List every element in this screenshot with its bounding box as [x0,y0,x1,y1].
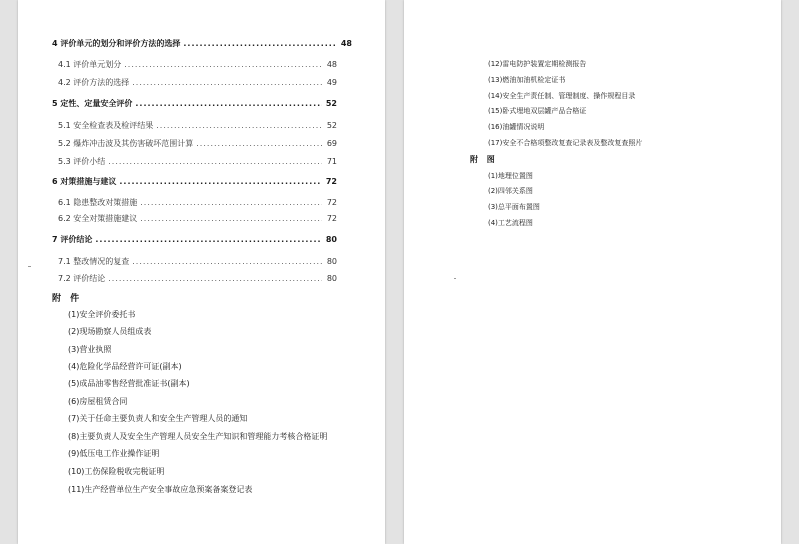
attachment-item: (17)安全不合格项整改复查记录表及整改复查照片 [488,139,643,147]
toc-entry-page: 48 [340,39,352,48]
toc-leader-dots [196,139,322,148]
toc-leader-dots [132,78,322,87]
toc-entry[interactable] [58,156,337,167]
document-page-right [404,0,781,544]
toc-entry-title: 6 对策措施与建议 [52,177,117,186]
toc-entry-title: 4 评价单元的划分和评价方法的选择 [52,39,181,48]
attachment-item: (11)生产经营单位生产安全事故应急预案备案登记表 [68,485,253,494]
toc-entry[interactable] [52,98,337,109]
toc-leader-dots [124,60,322,69]
toc-entry-title: 5.3 评价小结 [58,157,106,166]
attachment-item: (3)营业执照 [68,345,112,354]
toc-leader-dots [140,214,322,223]
toc-leader-dots [108,157,322,166]
toc-entry[interactable] [52,176,337,187]
attachment-item: (10)工伤保险税收完税证明 [68,467,165,476]
figure-item: (1)地理位置图 [488,172,533,180]
toc-entry-title: 5 定性、定量安全评价 [52,99,133,108]
toc-leader-dots [108,274,322,283]
attachment-item: (9)低压电工作业操作证明 [68,449,160,458]
figure-item: (3)总平面布置图 [488,203,540,211]
toc-entry[interactable] [58,256,337,267]
toc-entry[interactable] [58,120,337,131]
toc-entry[interactable] [52,38,352,49]
toc-entry-title: 5.2 爆炸冲击波及其伤害破坏范围计算 [58,139,194,148]
toc-entry-title: 6.2 安全对策措施建议 [58,214,138,223]
toc-entry-page: 72 [325,177,337,186]
toc-entry-title: 7 评价结论 [52,235,93,244]
attachment-item: (2)现场勘察人员组成表 [68,327,152,336]
toc-entry-title: 6.1 隐患整改对策措施 [58,198,138,207]
attachment-item: (16)油罐情况说明 [488,123,545,131]
attachment-item: (8)主要负责人及安全生产管理人员安全生产知识和管理能力考核合格证明 [68,432,328,441]
toc-entry[interactable] [58,273,337,284]
attachment-item: (14)安全生产责任制、管理制度、操作规程目录 [488,92,636,100]
toc-entry-title: 4.2 评价方法的选择 [58,78,130,87]
toc-entry-page: 80 [326,257,337,266]
toc-entry-page: 80 [326,274,337,283]
scan-speck [28,266,31,267]
toc-entry-page: 52 [325,99,337,108]
toc-entry[interactable] [58,197,337,208]
attachment-item: (6)房屋租赁合同 [68,397,128,406]
toc-entry-page: 80 [325,235,337,244]
toc-leader-dots [140,198,322,207]
toc-entry[interactable] [58,213,337,224]
scan-speck [454,278,456,279]
toc-entry[interactable] [58,77,337,88]
toc-leader-dots [135,99,322,108]
toc-leader-dots [132,257,322,266]
toc-entry-title: 5.1 安全检查表及检评结果 [58,121,154,130]
attachment-item: (15)卧式埋地双层罐产品合格证 [488,107,587,115]
figure-item: (4)工艺流程图 [488,219,533,227]
attachment-item: (5)成品油零售经营批准证书(副本) [68,379,190,388]
attachment-item: (7)关于任命主要负责人和安全生产管理人员的通知 [68,414,248,423]
document-page-left [18,0,385,544]
toc-leader-dots [156,121,322,130]
toc-entry-page: 52 [326,121,337,130]
attachment-item: (12)雷电防护装置定期检测报告 [488,60,587,68]
toc-leader-dots [183,39,337,48]
toc-entry[interactable] [52,234,337,245]
toc-entry-title: 7.1 整改情况的复查 [58,257,130,266]
toc-entry[interactable] [58,59,337,70]
toc-entry-page: 69 [326,139,337,148]
attachment-item: (13)燃油加油机检定证书 [488,76,566,84]
toc-entry-page: 72 [326,214,337,223]
toc-leader-dots [95,235,322,244]
toc-entry-title: 4.1 评价单元划分 [58,60,122,69]
figure-item: (2)四邻关系图 [488,187,533,195]
toc-entry-page: 49 [326,78,337,87]
attachment-item: (1)安全评价委托书 [68,310,136,319]
toc-entry-page: 48 [326,60,337,69]
figures-heading: 附 图 [470,155,498,164]
toc-entry-page: 71 [326,157,337,166]
toc-leader-dots [119,177,322,186]
attachments-heading: 附 件 [52,294,83,304]
toc-entry-page: 72 [326,198,337,207]
toc-entry-title: 7.2 评价结论 [58,274,106,283]
toc-entry[interactable] [58,138,337,149]
attachment-item: (4)危险化学品经营许可证(副本) [68,362,182,371]
